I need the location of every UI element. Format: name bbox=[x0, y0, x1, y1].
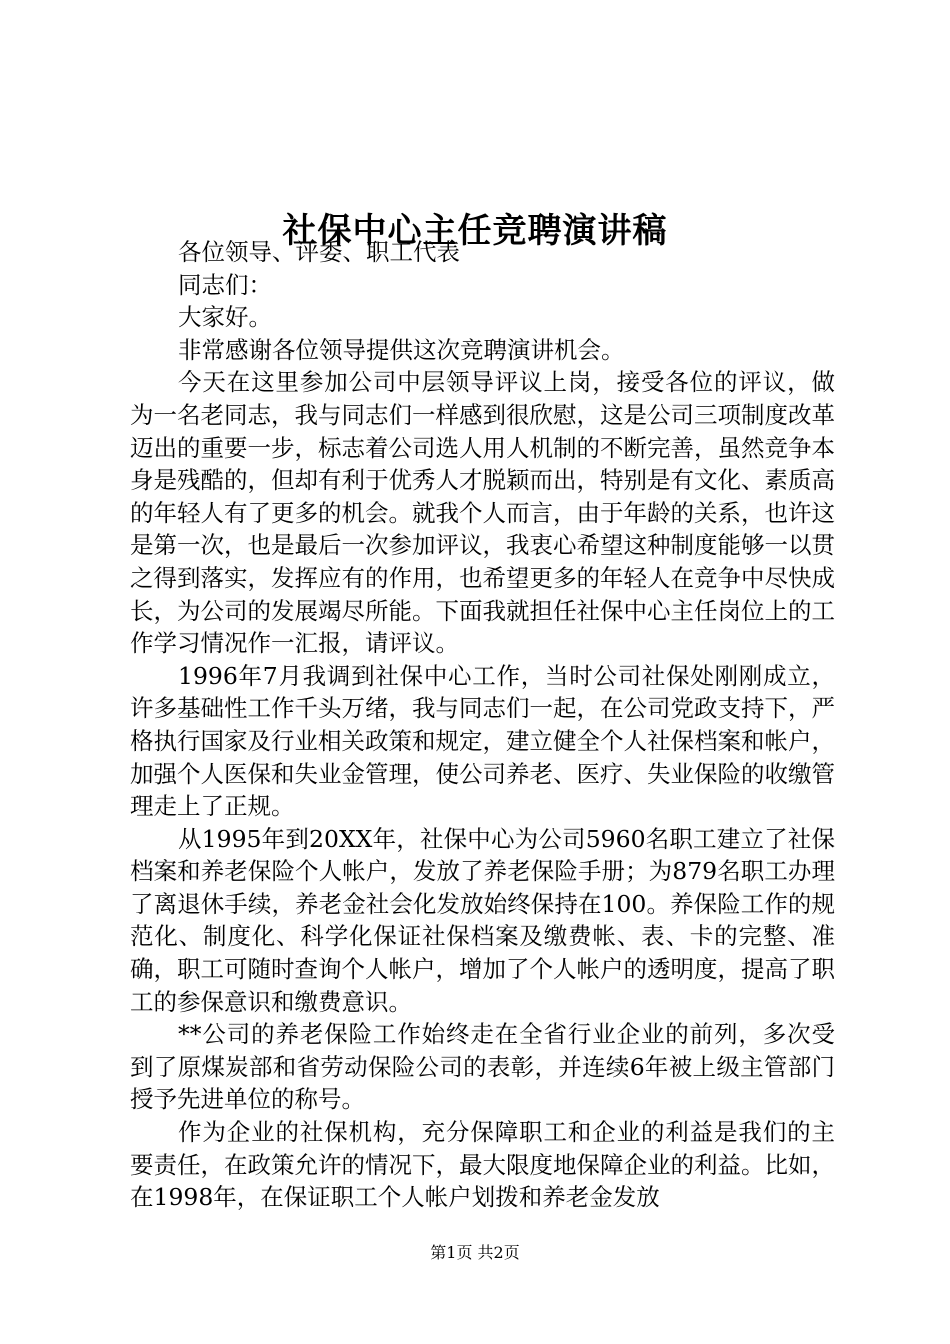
page-title: 社保中心主任竞聘演讲稿 bbox=[282, 210, 668, 251]
greeting-paragraph: 大家好。 bbox=[178, 303, 272, 332]
salutation-paragraph: 同志们： bbox=[178, 270, 272, 299]
salutation-paragraph: 各位领导、评委、职工代表 bbox=[178, 238, 460, 266]
body-paragraph: 非常感谢各位领导提供这次竞聘演讲机会。 bbox=[178, 335, 625, 364]
body-paragraph: 作为企业的社保机构，充分保障职工和企业的利益是我们的主要责任，在政策允许的情况下，最大限度地保障企业的利益。比如，在1998年，在保证职工个人帐户划拨和养老金发放 bbox=[130, 1118, 835, 1212]
page-number-footer: 第1页 共2页 bbox=[430, 1243, 520, 1262]
body-paragraph: 今天在这里参加公司中层领导评议上岗，接受各位的评议，做为一名老同志，我与同志们一样感到很欣慰，这是公司三项制度改革迈出的重要一步，标志着公司选人用人机制的不断完善，虽然竞争本身是残酷的，但却有利于优秀人才脱颖而出，特别是有文化、素质高的年轻人有了更多的机会。就我个人而言，由于年龄的关系，也许这是第一次，也是最后一次参加评议，我衷心希望这种制度能够一以贯之得到落实，发挥应有的作用，也希望更多的年轻人在竞争中尽快成长，为公司的发展竭尽所能。下面我就担任社保中心主任岗位上的工作学习情况作一汇报，请评议。 bbox=[130, 368, 835, 658]
body-paragraph: **公司的养老保险工作始终走在全省行业企业的前列，多次受到了原煤炭部和省劳动保险公司的表彰，并连续6年被上级主管部门授予先进单位的称号。 bbox=[130, 1020, 835, 1114]
body-paragraph: 从1995年到20XX年，社保中心为公司5960名职工建立了社保档案和养老保险个人帐户，发放了养老保险手册；为879名职工办理了离退休手续，养老金社会化发放始终保持在100。养保险工作的规范化、制度化、科学化保证社保档案及缴费帐、表、卡的完整、准确，职工可随时查询个人帐户，增加了个人帐户的透明度，提高了职工的参保意识和缴费意识。 bbox=[130, 824, 835, 1016]
document-body bbox=[130, 236, 835, 1214]
body-paragraph: 1996年7月我调到社保中心工作，当时公司社保处刚刚成立，许多基础性工作千头万绪，我与同志们一起，在公司党政支持下，严格执行国家及行业相关政策和规定，建立健全个人社保档案和帐户，加强个人医保和失业金管理，使公司养老、医疗、失业保险的收缴管理走上了正规。 bbox=[130, 661, 835, 821]
